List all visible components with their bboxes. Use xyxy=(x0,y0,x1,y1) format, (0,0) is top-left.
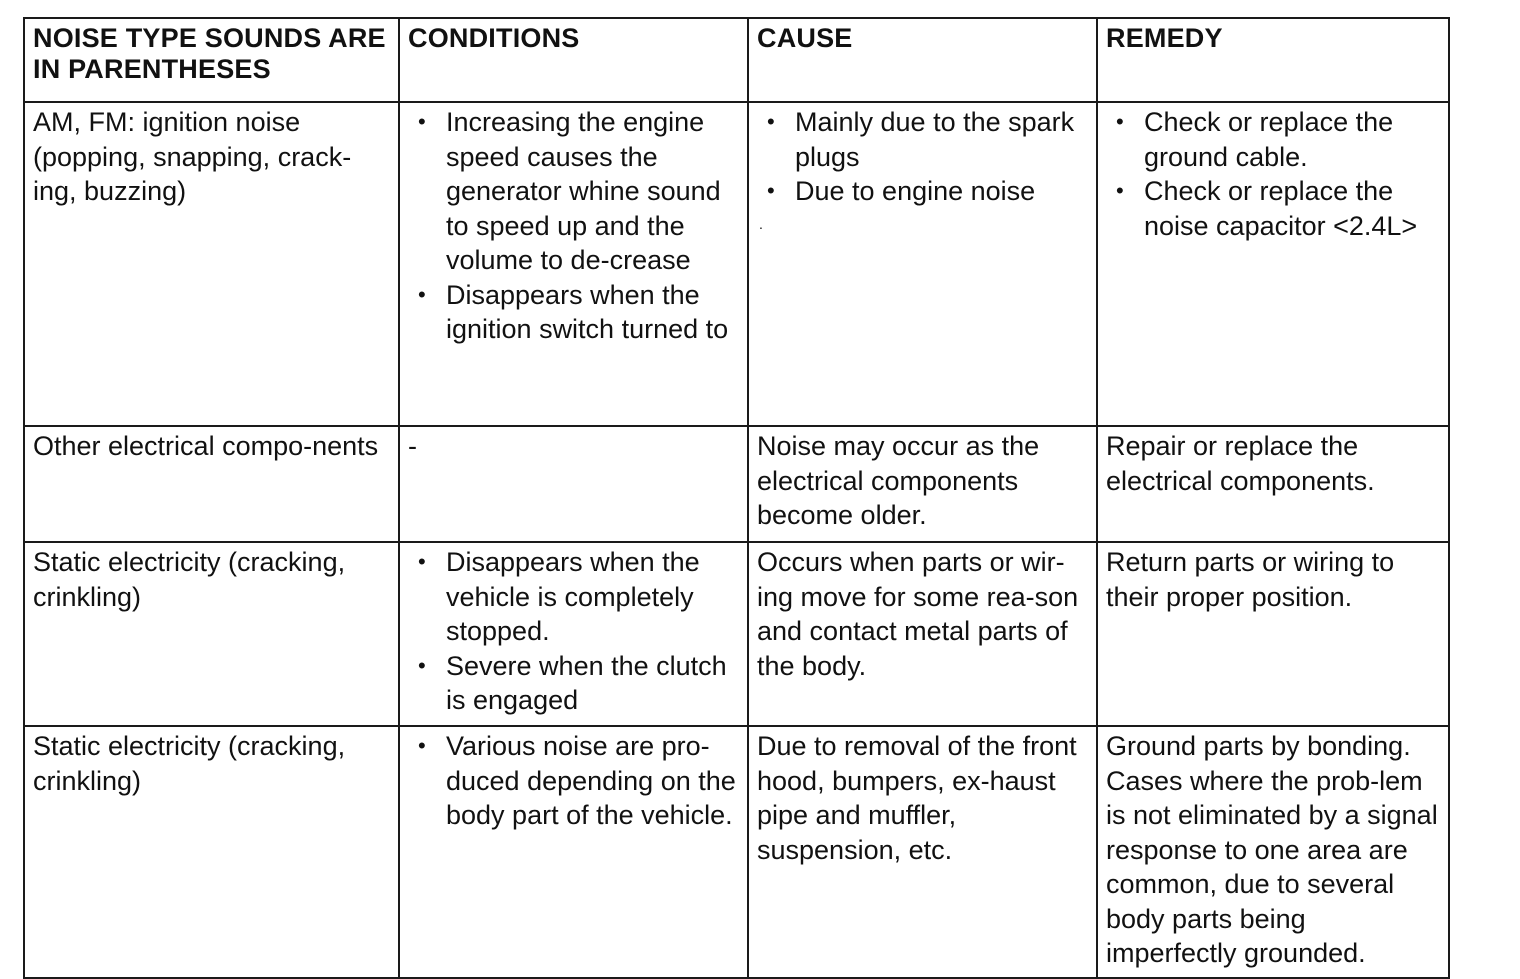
conditions-list xyxy=(408,105,739,347)
list-item xyxy=(408,649,739,718)
conditions-list xyxy=(408,729,739,833)
bullet-icon: • xyxy=(767,178,775,203)
conditions-cell xyxy=(399,102,748,426)
cause-cell xyxy=(748,726,1097,978)
cause-text: Due to engine noise xyxy=(795,176,1036,206)
table-row xyxy=(24,102,1449,426)
list-item xyxy=(408,278,739,347)
table-row xyxy=(24,426,1449,542)
bullet-icon: • xyxy=(418,281,426,307)
table-row xyxy=(24,726,1449,978)
conditions-cell xyxy=(399,542,748,726)
noise-type-text: AM, FM: ignition noise (popping, snapping, crack-ing, buzzing) xyxy=(33,107,352,206)
remedy-cell xyxy=(1097,102,1449,426)
condition-text: - xyxy=(408,431,417,461)
noise-type-cell xyxy=(24,426,399,542)
cause-text: Occurs when parts or wir-ing move for some rea-son and contact metal parts of the body. xyxy=(757,547,1079,681)
noise-type-text: Other electrical compo-nents xyxy=(33,431,379,461)
table-row xyxy=(24,542,1449,726)
list-item xyxy=(408,105,739,278)
condition-text: Increasing the engine speed causes the generator whine sound to speed up and the volume to de-crease xyxy=(446,107,721,275)
condition-text: Severe when the clutch is engaged xyxy=(446,650,727,715)
list-item xyxy=(408,729,739,833)
cause-cell xyxy=(748,542,1097,726)
list-item xyxy=(1106,174,1440,243)
header-remedy: REMEDY xyxy=(1097,18,1449,102)
bullet-icon: • xyxy=(418,549,426,574)
list-item xyxy=(408,545,739,649)
cause-text: Due to removal of the front hood, bumpers, ex-haust pipe and muffler, suspension, etc. xyxy=(757,731,1077,865)
cause-cell xyxy=(748,102,1097,426)
condition-text: Disappears when the ignition switch turned to xyxy=(446,279,729,344)
remedy-text: Return parts or wiring to their proper position. xyxy=(1106,547,1395,612)
header-cause: CAUSE xyxy=(748,18,1097,102)
noise-type-text: Static electricity (cracking, crinkling) xyxy=(33,731,346,796)
remedy-text: Ground parts by bonding. Cases where the prob-lem is not eliminated by a signal response to one area are common, due to several body parts being imperfectly grounded. xyxy=(1106,731,1438,968)
list-item xyxy=(1106,105,1440,174)
bullet-icon: • xyxy=(1116,178,1124,203)
noise-diagnosis-table xyxy=(23,17,1450,979)
stray-mark: . xyxy=(759,215,763,232)
bullet-icon: • xyxy=(767,109,775,134)
cause-text: Noise may occur as the electrical components become older. xyxy=(757,431,1040,530)
cause-list xyxy=(757,105,1088,209)
condition-text: Disappears when the vehicle is completely stopped. xyxy=(446,547,700,646)
bullet-icon: • xyxy=(418,652,426,678)
noise-type-text: Static electricity (cracking, crinkling) xyxy=(33,547,346,612)
list-item xyxy=(757,174,1088,209)
remedy-text: Repair or replace the electrical components. xyxy=(1106,431,1375,496)
conditions-cell xyxy=(399,726,748,978)
remedy-cell xyxy=(1097,426,1449,542)
cause-cell xyxy=(748,426,1097,542)
bullet-icon: • xyxy=(1116,109,1124,134)
remedy-text: Check or replace the ground cable. xyxy=(1144,107,1394,172)
remedy-cell xyxy=(1097,542,1449,726)
header-conditions: CONDITIONS xyxy=(399,18,748,102)
table-header-row xyxy=(24,18,1449,102)
remedy-cell xyxy=(1097,726,1449,978)
noise-type-cell xyxy=(24,102,399,426)
bullet-icon: • xyxy=(418,109,426,134)
cause-text: Mainly due to the spark plugs xyxy=(795,107,1075,172)
conditions-cell xyxy=(399,426,748,542)
remedy-list xyxy=(1106,105,1440,243)
bullet-icon: • xyxy=(418,733,426,758)
condition-text: Various noise are pro-duced depending on the body part of the vehicle. xyxy=(446,731,736,830)
noise-type-cell xyxy=(24,542,399,726)
conditions-list xyxy=(408,545,739,718)
noise-type-cell xyxy=(24,726,399,978)
header-noise-type: NOISE TYPE SOUNDS ARE IN PARENTHESES xyxy=(24,18,399,102)
list-item xyxy=(757,105,1088,174)
remedy-text: Check or replace the noise capacitor <2.4L> xyxy=(1144,176,1418,241)
